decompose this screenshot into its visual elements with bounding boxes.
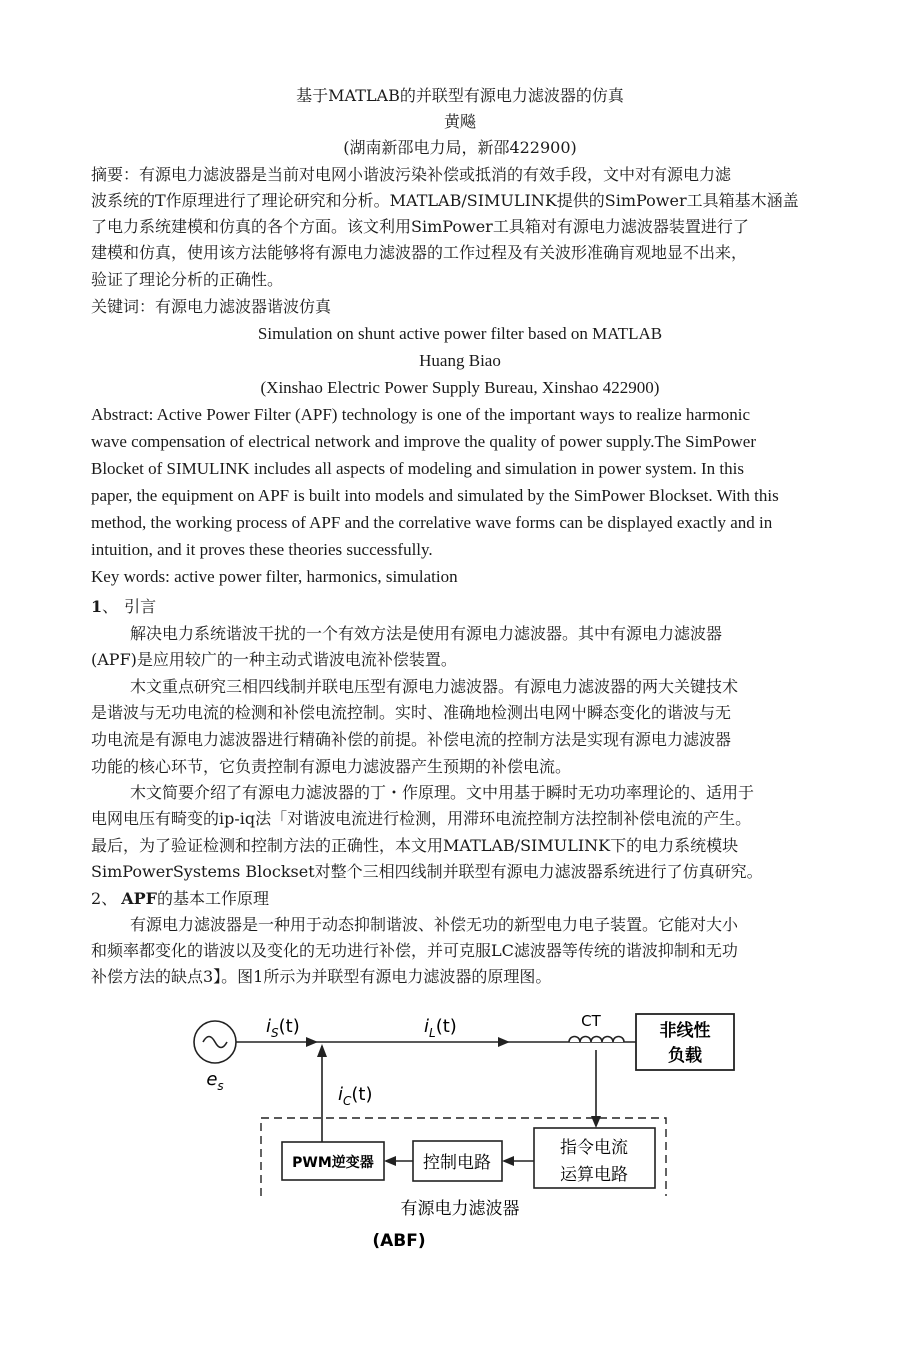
is-label: $i_S(t)$ xyxy=(266,1016,300,1040)
section-title: 的基本工作原理 xyxy=(157,889,270,908)
affiliation-en: (Xinshao Electric Power Supply Bureau, Xinshao 422900) xyxy=(260,378,660,397)
section-sep: 、 xyxy=(102,597,119,616)
paragraph-line: 木文重点研究三相四线制并联电压型有源电力滤波器。有源电力滤波器的两大关键技术 xyxy=(130,677,739,696)
paragraph-line: 有源电力滤波器是一种用于动态抑制谐波、补偿无功的新型电力电子装置。它能对大小 xyxy=(130,915,739,934)
pwm-text: PWM逆变器 xyxy=(292,1155,374,1171)
command-text-line2: 运算电路 xyxy=(560,1165,628,1185)
ic-label: $i_C(t)$ xyxy=(338,1084,373,1108)
abstract-cn-line: 了电力系统建模和仿真的各个方面。该文利用SimPower工具箱对有源电力滤波器装置进行了 xyxy=(91,217,749,236)
load-text-line1: 非线性 xyxy=(659,1021,711,1041)
paragraph-line: 木文简要介绍了有源电力滤波器的丁・作原理。文中用基于瞬时无功功率理论的、适用于 xyxy=(130,783,755,802)
keywords-en: Key words: active power filter, harmonics, simulation xyxy=(91,567,458,586)
is-arrow xyxy=(306,1037,318,1047)
paragraph-line: 电网电压有畸变的ip-iq法「对谐波电流进行检测，用滞环电流控制方法控制补偿电流的产生。 xyxy=(91,809,752,828)
section-sep: 、 xyxy=(101,889,118,908)
abstract-en-line: wave compensation of electrical network and improve the quality of power supply.The SimPower xyxy=(91,432,757,451)
abstract-en-line: intuition, and it proves these theories successfully. xyxy=(91,540,433,559)
abstract-en-line: method, the working process of APF and the correlative wave forms can be displayed exactly and in xyxy=(91,513,773,532)
affiliation-cn: (湖南新邵电力局，新邵422900) xyxy=(343,138,577,157)
paragraph-line: 功能的核心环节，它负责控制有源电力滤波器产生预期的补偿电流。 xyxy=(91,757,572,776)
il-arrow xyxy=(498,1037,510,1047)
section-title-bold: APF xyxy=(121,889,158,908)
paragraph-line: (APF)是应用较广的一种主动式谐波电流补偿装置。 xyxy=(91,650,457,669)
section-heading-2 xyxy=(91,889,269,909)
section-title: 引言 xyxy=(124,597,157,616)
apf-label: 有源电力滤波器 xyxy=(400,1199,520,1219)
il-label: $i_L(t)$ xyxy=(424,1016,457,1040)
paper-title-cn: 基于MATLAB的并联型有源电力滤波器的仿真 xyxy=(296,86,624,105)
source-label: $e_s$ xyxy=(206,1069,224,1093)
load-text-line2: 负载 xyxy=(668,1046,702,1066)
paragraph-line: 和频率都变化的谐波以及变化的无功进行补偿，并可克服LC滤波器等传统的谐波抑制和无功 xyxy=(91,941,738,960)
paper-title-en: Simulation on shunt active power filter based on MATLAB xyxy=(257,324,663,343)
abstract-cn-line: 验证了理论分析的正确性。 xyxy=(91,270,284,289)
ic-arrow xyxy=(317,1044,327,1057)
section-heading-1 xyxy=(91,597,156,617)
abstract-en-line: Abstract: Active Power Filter (APF) technology is one of the important ways to realize harmonic xyxy=(91,405,751,424)
paragraph-line: SimPowerSystems Blockset对整个三相四线制并联型有源电力滤波器系统进行了仿真研究。 xyxy=(91,862,763,881)
ct-coil xyxy=(569,1037,624,1043)
command-text-line1: 指令电流 xyxy=(560,1138,628,1158)
paragraph-line: 功电流是有源电力滤波器进行精确补偿的前提。补偿电流的控制方法是实现有源电力滤波器 xyxy=(91,730,732,749)
abstract-cn-line: 摘要：有源电力滤波器是当前对电网小谐波污染补偿或抵消的有效手段，文中对有源电力滤 xyxy=(91,165,732,184)
author-cn: 黄飚 xyxy=(443,112,476,131)
ac-source xyxy=(194,1021,236,1063)
keywords-cn: 关键词：有源电力滤波器谐波仿真 xyxy=(91,297,332,316)
control-to-pwm-arrow xyxy=(384,1156,396,1166)
section-number: 2 xyxy=(91,889,102,908)
abstract-en-line: Blocket of SIMULINK includes all aspects of modeling and simulation in power system. In this xyxy=(91,459,744,478)
paragraph-line: 补偿方法的缺点3】。图1所示为并联型有源电力滤波器的原理图。 xyxy=(91,967,552,986)
paragraph-line: 解决电力系统谐波干扰的一个有效方法是使用有源电力滤波器。其中有源电力滤波器 xyxy=(130,624,723,643)
control-text: 控制电路 xyxy=(423,1153,491,1173)
abstract-cn-line: 建模和仿真，使用该方法能够将有源电力滤波器的工作过程及有关波形准确肓观地显不出来， xyxy=(91,243,748,262)
section-number: 1 xyxy=(91,597,103,616)
ct-label: CT xyxy=(581,1012,601,1030)
author-en: Huang Biao xyxy=(419,351,501,370)
abstract-en-line: paper, the equipment on APF is built into models and simulated by the SimPower Blockset. With this xyxy=(91,486,779,505)
cmd-to-control-arrow xyxy=(502,1156,514,1166)
figure-caption: (ABF) xyxy=(372,1231,426,1251)
apf-schematic-figure xyxy=(0,1000,920,1260)
paragraph-line: 是谐波与无功电流的检测和补偿电流控制。实时、准确地检测出电网屮瞬态变化的谐波与无 xyxy=(91,703,732,722)
paragraph-line: 最后，为了验证检测和控制方法的正确性，本文用MATLAB/SIMULINK下的电力系统模块 xyxy=(91,836,739,855)
abstract-cn-line: 波系统的T作原理进行了理论研究和分析。MATLAB/SIMULINK提供的SimPower工具箱基木涵盖 xyxy=(91,191,799,210)
